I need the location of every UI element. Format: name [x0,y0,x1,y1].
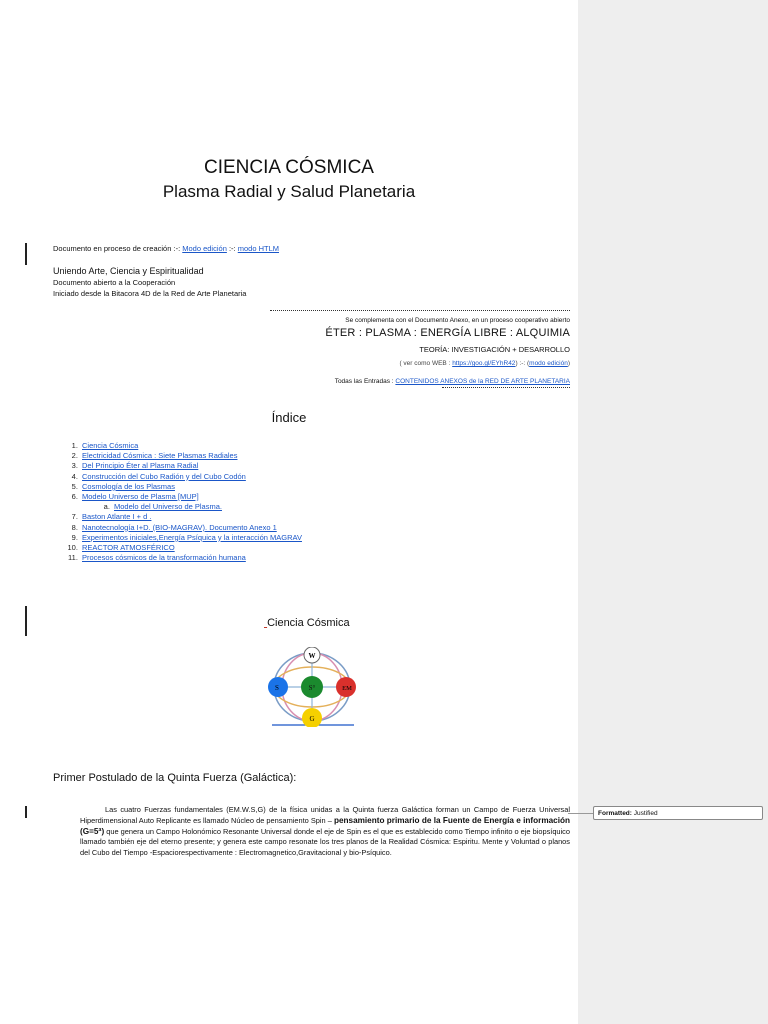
status-line: Documento en proceso de creación :-: Modo edición :-: modo HTLM [53,244,279,253]
right-info-block [270,310,570,388]
complement-note: Se complementa con el Documento Anexo, en un proceso cooperativo abierto [345,317,570,324]
entries-line: Todas las Entradas : CONTENIDOS ANEXOS de la RED DE ARTE PLANETARIA [334,378,570,385]
document-subtitle: Plasma Radial y Salud Planetaria [162,182,416,201]
index-heading: Índice [271,410,307,425]
origin-line: Iniciado desde la Bitacora 4D de la Red de Arte Planetaria [53,289,247,298]
format-comment-box[interactable]: Formatted: Justified [593,806,763,820]
toc-item: 8. Nanotecnología I+D. (BIO-MAGRAV). Documento Anexo 1 [80,523,302,533]
dotted-divider [270,310,570,311]
s-label: S [275,684,279,692]
center-label: S° [308,684,316,692]
five-forces-diagram [268,647,356,727]
toc-item: 3. Del Principio Éter al Plasma Radial [80,461,302,471]
change-bar [25,606,27,636]
toc-item: 4. Construcción del Cubo Radión y del Cubo Codón [80,472,302,482]
toc-subitem: a. Modelo del Universo de Plasma. [112,502,302,512]
bold-phrase: pensamiento primario de la Fuente de Energía e información (G=5ª) [80,815,571,836]
tagline: Uniendo Arte, Ciencia y Espiritualidad [53,266,204,276]
table-of-contents [66,441,302,563]
toc-item: 1. Ciencia Cósmica [80,441,302,451]
toc-item: 9. Experimentos iniciales,Energía Psíquica y la interacción MAGRAV [80,533,302,543]
headline: ÉTER : PLASMA : ENERGÍA LIBRE : ALQUIMIA [325,327,570,339]
section-title: Ciencia Cósmica [267,617,350,629]
w-label: W [308,652,316,660]
g-label: G [309,715,315,723]
web-link[interactable]: https://goo.gl/EYhR42 [452,360,516,367]
toc-item: 11. Procesos cósmicos de la transformación humana [80,553,302,563]
modo-edicion-link[interactable]: Modo edición [182,244,227,253]
web-line: ( ver como WEB : https://goo.gl/EYhR42) :-: (modo edición) [399,360,570,367]
title-block [0,155,578,204]
dotted-divider-bottom [442,387,570,388]
toc-item: 2. Electricidad Cósmica : Siete Plasmas Radiales [80,451,302,461]
theory-line: TEORÍA: INVESTIGACIÓN + DESARROLLO [419,345,570,354]
toc-sublist [82,502,302,512]
comment-pane [578,0,768,1024]
toc-item: 6. Modelo Universo de Plasma [MUP] a. Modelo del Universo de Plasma. [80,492,302,512]
edit-mode-link[interactable]: modo edición [529,360,568,367]
toc-item: 5. Cosmología de los Plasmas [80,482,302,492]
entries-link[interactable]: CONTENIDOS ANEXOS de la RED DE ARTE PLANETARIA [395,378,570,385]
document-title: CIENCIA CÓSMICA [204,157,374,178]
em-label: EM [342,685,352,692]
comment-connector [568,813,593,814]
change-bar [25,243,27,265]
cooperation-line: Documento abierto a la Cooperación [53,278,176,287]
postulate-heading: Primer Postulado de la Quinta Fuerza (Galáctica): [53,772,297,784]
toc-item: 10. REACTOR ATMOSFÉRICO [80,543,302,553]
change-bar [25,806,27,818]
modo-htlm-link[interactable]: modo HTLM [237,244,279,253]
postulate-paragraph: Las cuatro Fuerzas fundamentales (EM.W.S,G) de la física unidas a la Quinta fuerza Galáctica forman un Campo de Fuerza Universal Hiperdimensional Auto Replicante es llamado Núcleo de pensamiento Spin – pensamiento primario de la Fuente de Energía e información (G=5ª) que genera un Campo Holonómico Resonante Universal donde el eje de Spin es el que es establecido como Tiempo infinito o eje biopsíquico llamado también eje del eterno presente; y genera este campo resonate los tres planos de la Realidad Cósmica: Espiritu. Mente y Voluntad o planos del Cubo del Tiempo -Espaciorespectivamente : Electromagnetico,Gravitacional y bio-Psíquico. [80,805,571,858]
toc-item: 7. Baston Atlante I + d . [80,512,302,522]
